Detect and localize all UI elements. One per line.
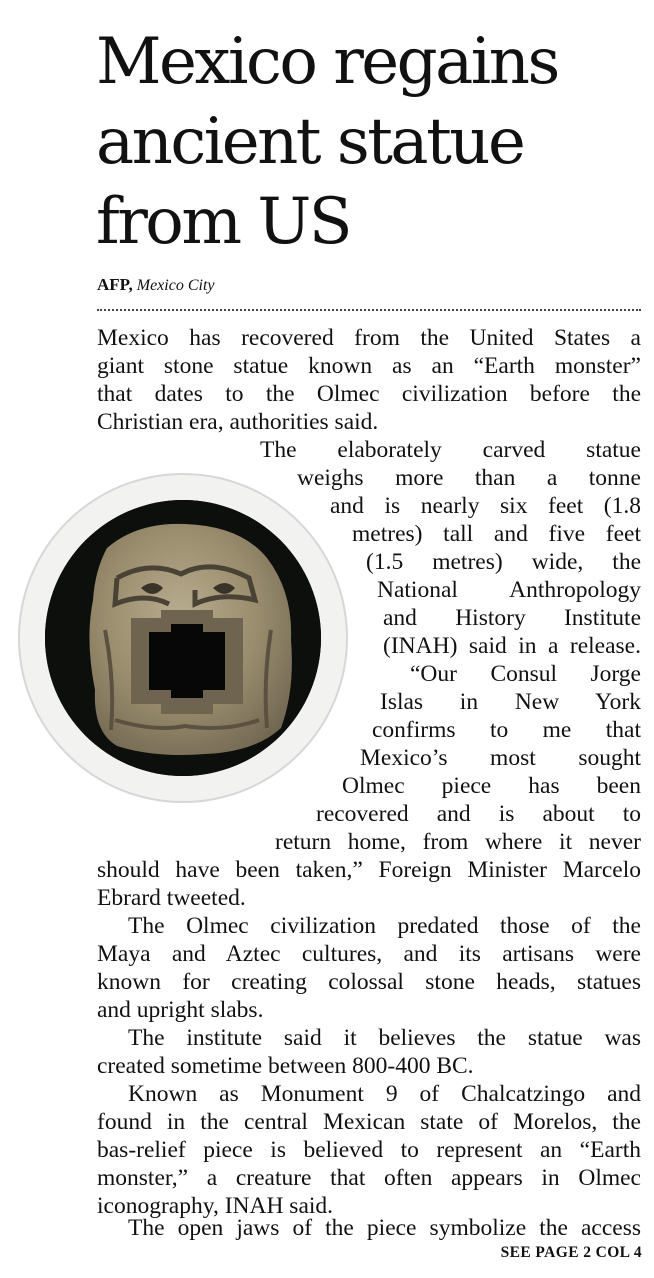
body-line: (1.5 metres) wide, the	[366, 549, 641, 575]
body-line: monster,” a creature that often appears in Olmec	[97, 1165, 641, 1191]
body-line: iconography, INAH said.	[97, 1193, 334, 1219]
body-line: bas-relief piece is believed to represent an “Earth	[97, 1137, 641, 1163]
body-line: Known as Monument 9 of Chalcatzingo and	[128, 1081, 641, 1107]
body-line: return home, from where it never	[275, 829, 641, 855]
headline-line: ancient statue	[96, 105, 524, 179]
body-line: National Anthropology	[377, 577, 641, 603]
body-line: metres) tall and five feet	[352, 521, 641, 547]
olmec-statue-image	[45, 500, 321, 776]
body-line: The open jaws of the piece symbolize the access	[128, 1215, 641, 1241]
body-line: Mexico has recovered from the United States a	[97, 325, 641, 351]
body-line: created sometime between 800-400 BC.	[97, 1053, 474, 1079]
headline	[96, 22, 636, 262]
statue-photo	[45, 500, 321, 776]
body-line: and upright slabs.	[97, 997, 264, 1023]
body-line: “Our Consul Jorge	[410, 661, 641, 687]
headline-line: from US	[96, 185, 351, 259]
body-line: weighs more than a tonne	[297, 465, 641, 491]
body-line: giant stone statue known as an “Earth monster”	[97, 353, 641, 379]
body-line: confirms to me that	[372, 717, 641, 743]
byline-agency: AFP,	[97, 275, 133, 294]
body-line: that dates to the Olmec civilization before the	[97, 381, 641, 407]
byline-location: Mexico City	[136, 277, 215, 294]
body-line: Mexico’s most sought	[360, 745, 641, 771]
body-line: Olmec piece has been	[342, 773, 641, 799]
body-line: The Olmec civilization predated those of the	[128, 913, 641, 939]
body-line: recovered and is about to	[316, 801, 641, 827]
body-line: Christian era, authorities said.	[97, 409, 379, 435]
body-line: (INAH) said in a release.	[383, 633, 641, 659]
body-line: should have been taken,” Foreign Minister Marcelo	[97, 857, 641, 883]
body-line: The institute said it believes the statue was	[128, 1025, 641, 1051]
body-line: The elaborately carved statue	[260, 437, 641, 463]
body-line: and History Institute	[383, 605, 641, 631]
dotted-divider	[97, 309, 641, 311]
body-line: known for creating colossal stone heads, statues	[97, 969, 641, 995]
body-line: Ebrard tweeted.	[97, 885, 246, 911]
body-line: found in the central Mexican state of Morelos, the	[97, 1109, 641, 1135]
headline-line: Mexico regains	[96, 25, 558, 99]
body-line: Islas in New York	[380, 689, 641, 715]
continued-jump-line: SEE PAGE 2 COL 4	[500, 1244, 642, 1261]
body-line: Maya and Aztec cultures, and its artisans were	[97, 941, 641, 967]
byline	[97, 275, 215, 295]
body-line: and is nearly six feet (1.8	[330, 493, 641, 519]
